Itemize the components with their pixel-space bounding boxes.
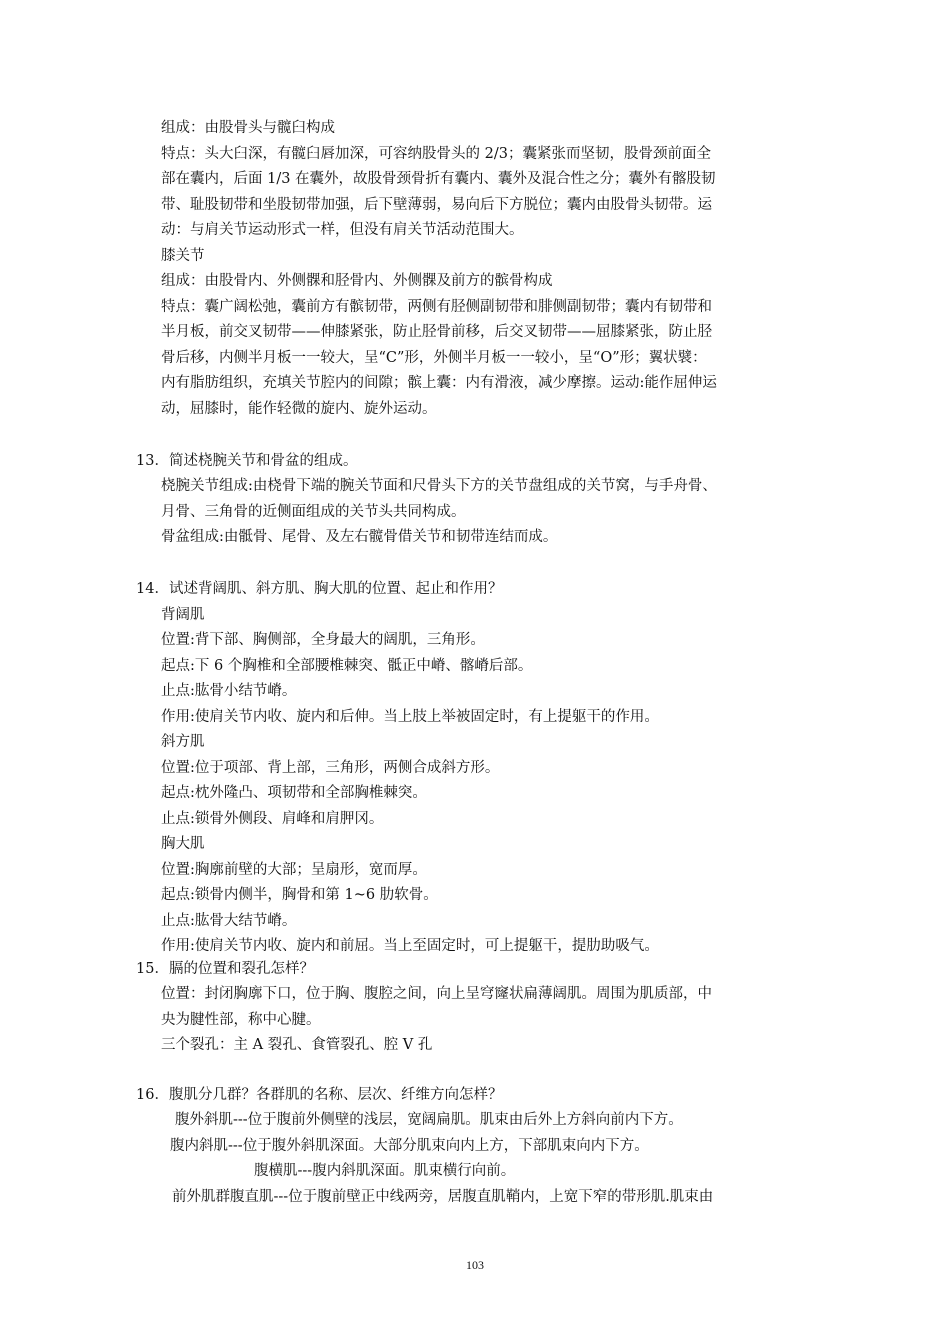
page-number: 103 [466, 1258, 484, 1272]
text-line: 组成：由股骨头与髋臼构成 [161, 120, 335, 136]
text-line: 部在囊内，后面 1/3 在囊外，故股骨颈骨折有囊内、囊外及混合性之分；囊外有髂股韧 [161, 171, 716, 187]
text-line: 动：与肩关节运动形式一样，但没有肩关节活动范围大。 [161, 222, 524, 238]
section-heading: 背阔肌 [161, 607, 205, 623]
text-line: 动，屈膝时，能作轻微的旋内、旋外运动。 [161, 401, 437, 417]
text-line: 起点:锁骨内侧半，胸骨和第 1~6 肋软骨。 [161, 887, 438, 903]
section-heading: 斜方肌 [161, 734, 205, 750]
question-heading: 13．简述桡腕关节和骨盆的组成。 [136, 453, 358, 469]
text-line: 腹内斜肌---位于腹外斜肌深面。大部分肌束向内上方，下部肌束向内下方。 [170, 1138, 649, 1154]
text-line: 骨后移，内侧半月板一一较大，呈“C”形，外侧半月板一一较小，呈“O”形；翼状襞： [161, 350, 707, 366]
question-heading: 14．试述背阔肌、斜方肌、胸大肌的位置、起止和作用？ [136, 581, 503, 597]
text-line: 位置：封闭胸廓下口，位于胸、腹腔之间，向上呈穹窿状扁薄阔肌。周围为肌质部，中 [161, 986, 712, 1002]
text-line: 位置:位于项部、背上部，三角形，两侧合成斜方形。 [161, 760, 500, 776]
question-heading: 15．膈的位置和裂孔怎样？ [136, 961, 314, 977]
text-line: 止点:肱骨大结节嵴。 [161, 913, 297, 929]
text-line: 腹外斜肌---位于腹前外侧壁的浅层，宽阔扁肌。肌束由后外上方斜向前内下方。 [175, 1112, 683, 1128]
text-line: 三个裂孔：主 A 裂孔、食管裂孔、腔 V 孔 [161, 1037, 433, 1053]
text-line: 作用:使肩关节内收、旋内和前屈。当上至固定时，可上提躯干，提肋助吸气。 [161, 938, 659, 954]
text-line: 桡腕关节组成:由桡骨下端的腕关节面和尺骨头下方的关节盘组成的关节窝，与手舟骨、 [161, 478, 717, 494]
text-line: 半月板，前交叉韧带——伸膝紧张，防止胫骨前移，后交叉韧带——屈膝紧张，防止胫 [161, 324, 712, 340]
text-line: 组成：由股骨内、外侧髁和胫骨内、外侧髁及前方的髌骨构成 [161, 273, 553, 289]
text-line: 起点:枕外隆凸、项韧带和全部胸椎棘突。 [161, 785, 427, 801]
text-line: 腹横肌---腹内斜肌深面。肌束横行向前。 [254, 1163, 516, 1179]
text-line: 止点:肱骨小结节嵴。 [161, 683, 297, 699]
text-line: 月骨、三角骨的近侧面组成的关节头共同构成。 [161, 504, 466, 520]
text-line: 骨盆组成:由骶骨、尾骨、及左右髋骨借关节和韧带连结而成。 [161, 529, 558, 545]
text-line: 带、耻股韧带和坐股韧带加强，后下壁薄弱，易向后下方脱位；囊内由股骨头韧带。运 [161, 197, 712, 213]
question-heading: 16．腹肌分几群？各群肌的名称、层次、纤维方向怎样？ [136, 1087, 503, 1103]
text-line: 位置:胸廓前壁的大部；呈扇形，宽而厚。 [161, 862, 427, 878]
section-heading: 胸大肌 [161, 836, 205, 852]
text-line: 内有脂肪组织，充填关节腔内的间隙；髌上囊：内有滑液，减少摩擦。运动:能作屈伸运 [161, 375, 717, 391]
section-heading: 膝关节 [161, 248, 205, 264]
text-line: 前外肌群腹直肌---位于腹前壁正中线两旁，居腹直肌鞘内，上宽下窄的带形肌.肌束由 [172, 1189, 714, 1205]
text-line: 起点:下 6 个胸椎和全部腰椎棘突、骶正中嵴、髂嵴后部。 [161, 658, 533, 674]
text-line: 作用:使肩关节内收、旋内和后伸。当上肢上举被固定时，有上提躯干的作用。 [161, 709, 659, 725]
text-line: 止点:锁骨外侧段、肩峰和肩胛冈。 [161, 811, 384, 827]
text-line: 特点：头大臼深，有髋臼唇加深，可容纳股骨头的 2/3；囊紧张而坚韧，股骨颈前面全 [161, 146, 711, 162]
text-line: 央为腱性部，称中心腱。 [161, 1012, 321, 1028]
text-line: 特点：囊广阔松弛，囊前方有髌韧带，两侧有胫侧副韧带和腓侧副韧带；囊内有韧带和 [161, 299, 712, 315]
text-line: 位置:背下部、胸侧部，全身最大的阔肌，三角形。 [161, 632, 485, 648]
